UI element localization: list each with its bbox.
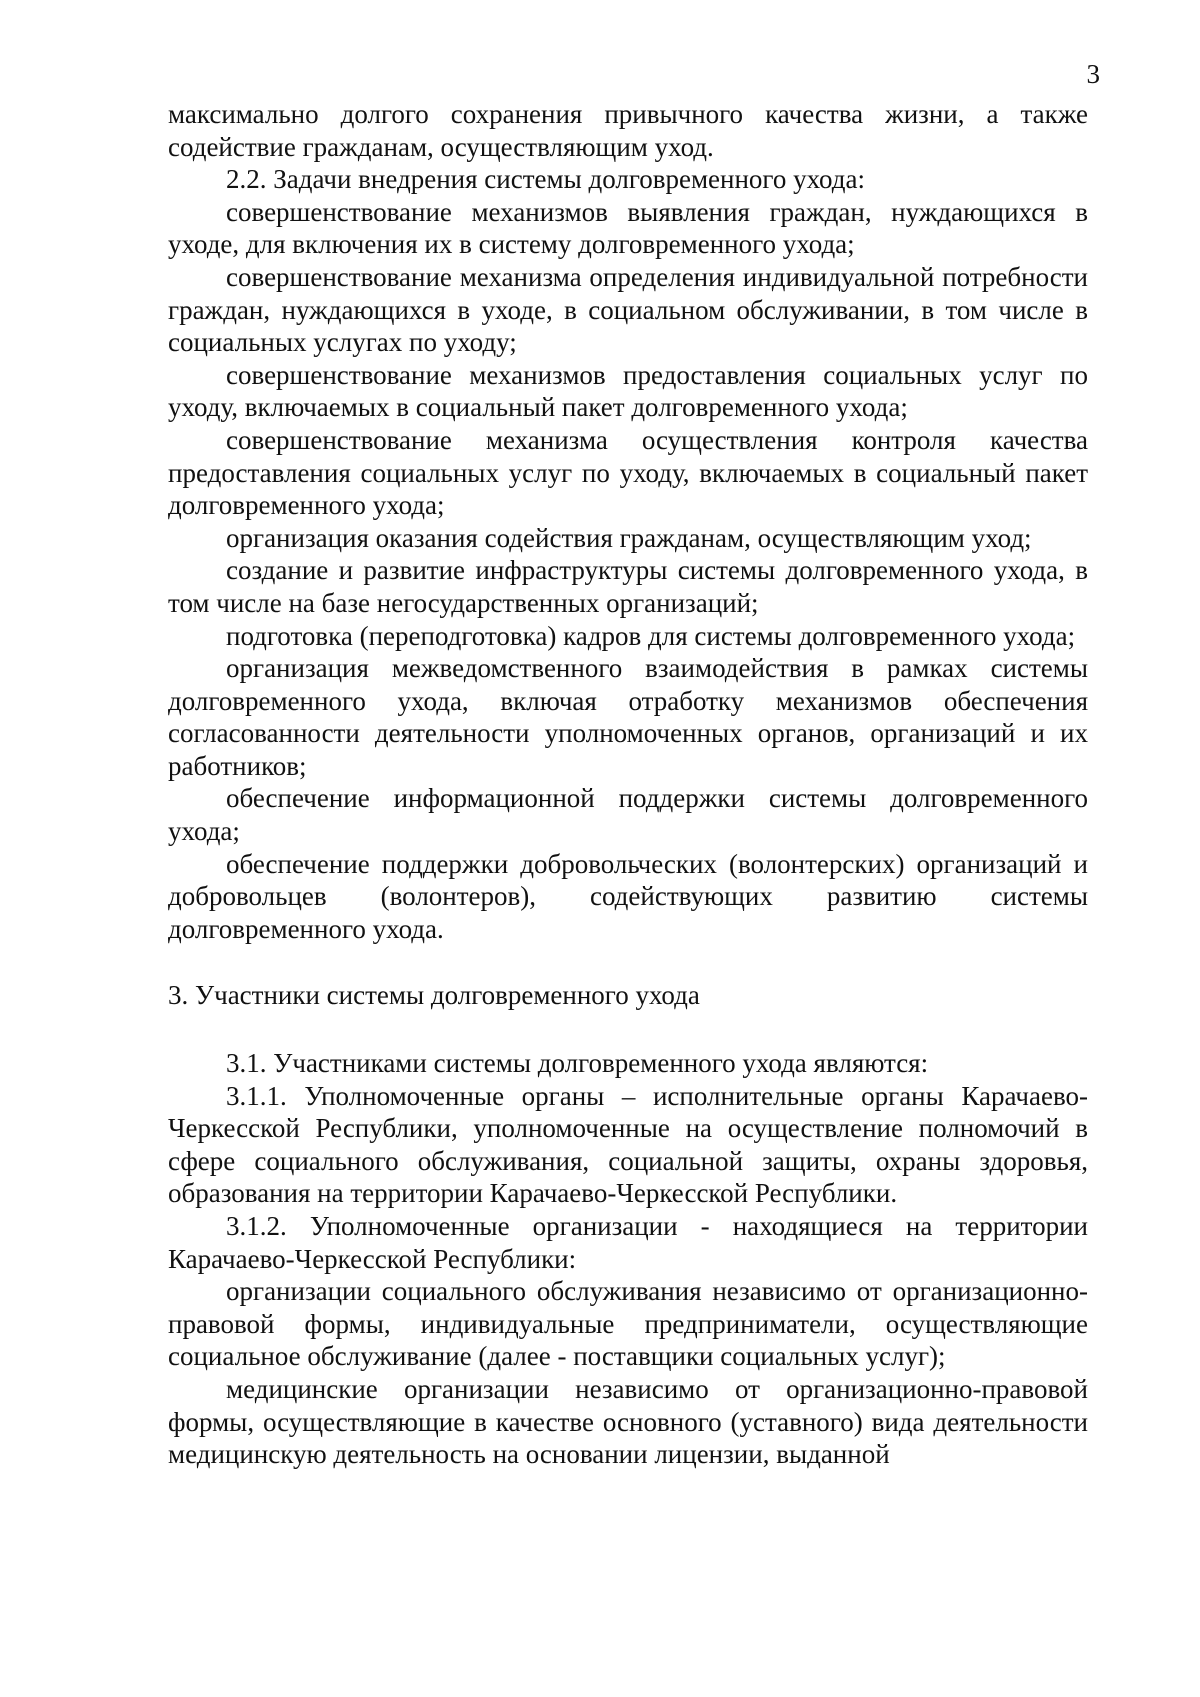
task-item: обеспечение информационной поддержки системы долговременного ухода; (168, 783, 1088, 847)
task-item: совершенствование механизма осуществления контроля качества предоставления социальных услуг по уходу, включаемых в социальный пакет долговременного ухода; (168, 424, 1088, 521)
paragraph-2-2: 2.2. Задачи внедрения системы долговременного ухода: (226, 164, 865, 195)
task-item: подготовка (переподготовка) кадров для системы долговременного ухода; (226, 620, 1076, 651)
paragraph-3-1-2: 3.1.2. Уполномоченные организации - находящиеся на территории Карачаево-Черкесской Республики: (168, 1211, 1088, 1274)
document-body (168, 98, 1088, 1471)
task-item: обеспечение поддержки добровольческих (волонтерских) организаций и добровольцев (волонтеров), содействующих развитию системы долговременного ухода. (168, 848, 1088, 944)
task-item: организация оказания содействия гражданам, осуществляющим уход; (226, 522, 1032, 553)
section-heading: 3. Участники системы долговременного ухода (168, 980, 700, 1011)
paragraph-continuation: максимально долгого сохранения привычного качества жизни, а также содействие гражданам, осуществляющим уход. (168, 99, 1088, 162)
task-item: совершенствование механизма определения индивидуальной потребности граждан, нуждающихся в уходе, в социальном обслуживании, в том числе в социальных услугах по уходу; (168, 261, 1088, 358)
paragraph-3-1-1: 3.1.1. Уполномоченные органы – исполнительные органы Карачаево-Черкесской Республики, уполномоченные на осуществление полномочий в сфере социального обслуживания, социальной защиты, охраны здоровья, образования на территории Карачаево-Черкесской Республики. (168, 1080, 1088, 1209)
participant-item: медицинские организации независимо от организационно-правовой формы, осуществляющие в качестве основного (уставного) вида деятельности медицинскую деятельность на основании лицензии, выданной (168, 1373, 1088, 1470)
task-item: организация межведомственного взаимодействия в рамках системы долговременного ухода, включая отработку механизмов обеспечения согласованности деятельности уполномоченных органов, организаций и их работников; (168, 653, 1088, 781)
participant-item: организации социального обслуживания независимо от организационно-правовой формы, индивидуальные предприниматели, осуществляющие социальное обслуживание (далее - поставщики социальных услуг); (168, 1276, 1088, 1372)
task-item: создание и развитие инфраструктуры системы долговременного ухода, в том числе на базе негосударственных организаций; (168, 555, 1088, 618)
page-number: 3 (1086, 59, 1100, 89)
task-item: совершенствование механизмов выявления граждан, нуждающихся в уходе, для включения их в систему долговременного ухода; (168, 196, 1088, 260)
paragraph-3-1: 3.1. Участниками системы долговременного ухода являются: (226, 1048, 929, 1079)
task-item: совершенствование механизмов предоставления социальных услуг по уходу, включаемых в социальный пакет долговременного ухода; (168, 359, 1088, 423)
